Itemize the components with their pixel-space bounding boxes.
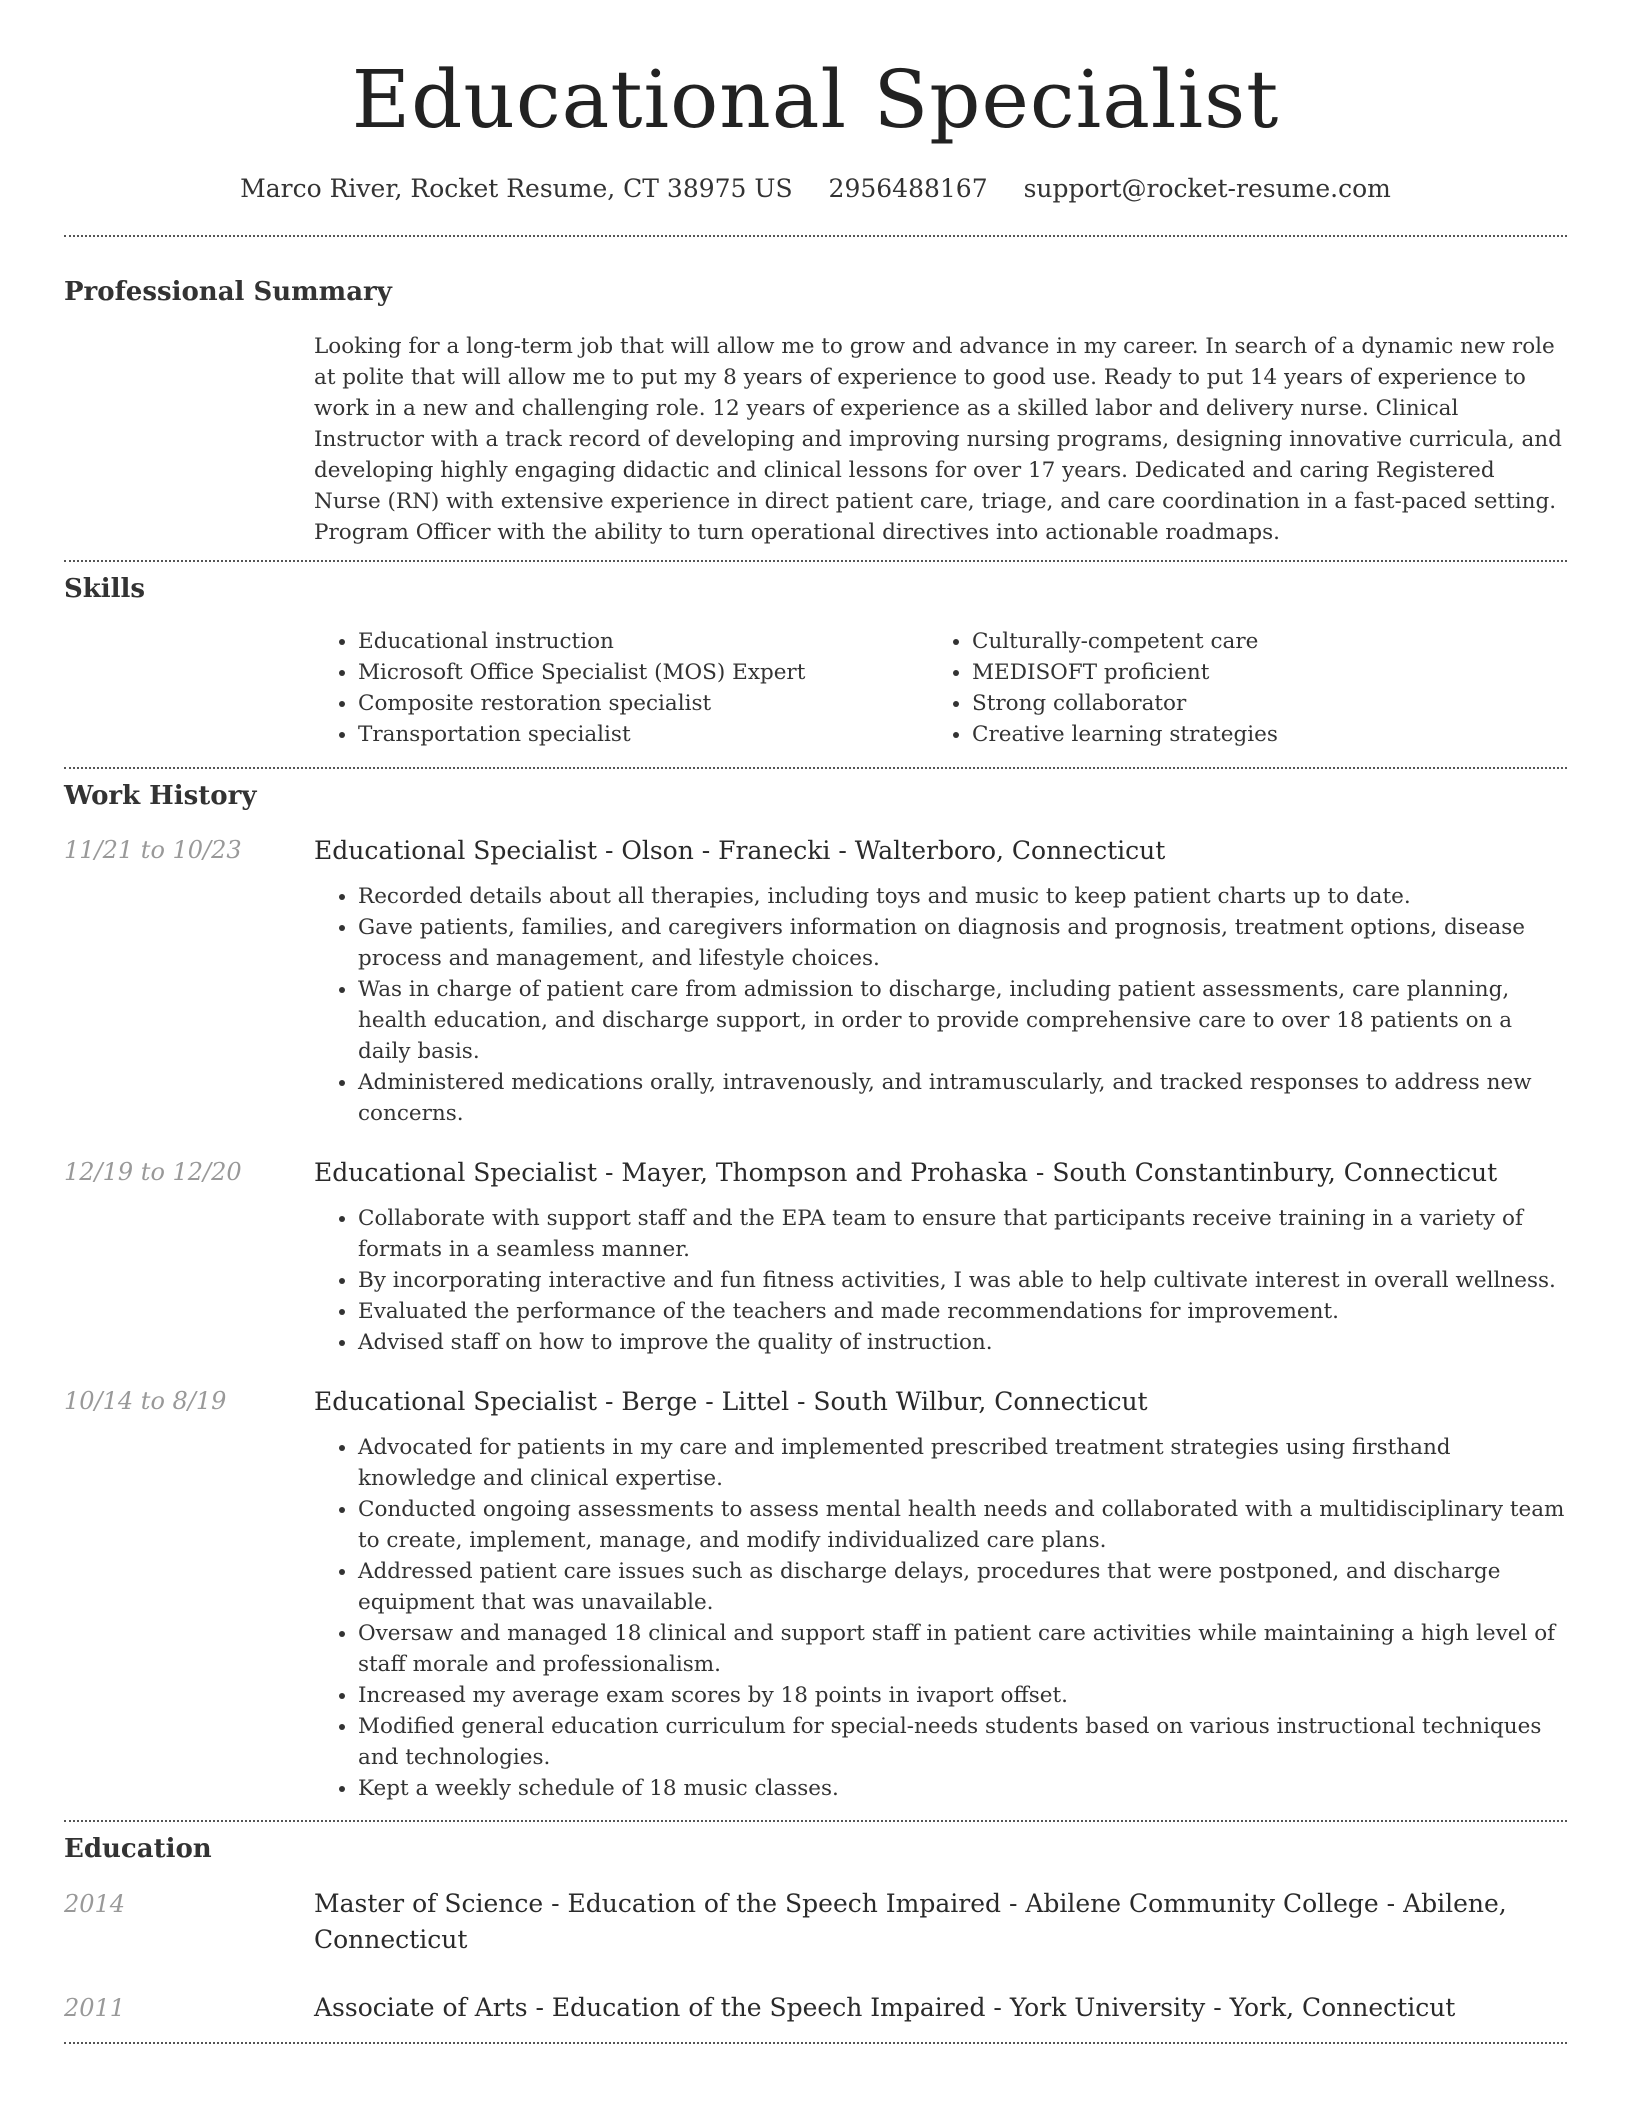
job-bullet: • By incorporating interactive and fun fitness activities, I was able to help cultivate interest in overall wellness. bbox=[358, 1265, 1567, 1296]
contact-line bbox=[64, 172, 1567, 206]
job-dates: 10/14 to 8/19 bbox=[64, 1387, 227, 1415]
job-header bbox=[64, 833, 1567, 869]
education-entry bbox=[64, 1886, 1567, 1958]
job-bullets bbox=[314, 1432, 1567, 1804]
resume-page bbox=[64, 0, 1567, 2044]
summary-text: Looking for a long-term job that will allow me to grow and advance in my career. In search of a dynamic new role at polite that will allow me to put my 8 years of experience to good use. Ready to put 14 years of experience to work in a new and challenging role. 12 years of experience as a skilled labor and delivery nurse. Clinical Instructor with a track record of developing and improving nursing programs, designing innovative curricula, and developing highly engaging didactic and clinical lessons for over 17 years. Dedicated and caring Registered Nurse (RN) with extensive experience in direct patient care, triage, and care coordination in a fast-paced setting. Program Officer with the ability to turn operational directives into actionable roadmaps. bbox=[314, 334, 1562, 545]
section-divider bbox=[64, 1820, 1567, 1822]
section-divider bbox=[64, 767, 1567, 769]
contact-phone: 2956488167 bbox=[828, 174, 988, 203]
job-bullet: • Recorded details about all therapies, including toys and music to keep patient charts up to date. bbox=[358, 881, 1567, 912]
job-title: Educational Specialist - Berge - Littel - South Wilbur, Connecticut bbox=[314, 1387, 1148, 1416]
job-entry bbox=[64, 833, 1567, 1129]
job-bullets bbox=[314, 1203, 1567, 1358]
job-bullet: • Advised staff on how to improve the quality of instruction. bbox=[358, 1327, 1567, 1358]
education-heading: Education bbox=[64, 1834, 212, 1864]
education-section bbox=[64, 1832, 1567, 2026]
job-title: Educational Specialist - Mayer, Thompson and Prohaska - South Constantinbury, Connecticut bbox=[314, 1158, 1498, 1187]
skill-item: • Educational instruction bbox=[358, 626, 928, 657]
summary-heading: Professional Summary bbox=[64, 277, 392, 307]
job-bullets bbox=[314, 881, 1567, 1129]
resume-name: Educational Specialist bbox=[351, 53, 1280, 146]
skill-item: • MEDISOFT proficient bbox=[972, 657, 1542, 688]
skill-item: • Microsoft Office Specialist (MOS) Expert bbox=[358, 657, 928, 688]
summary-section bbox=[64, 275, 1567, 548]
job-bullet: • Kept a weekly schedule of 18 music classes. bbox=[358, 1773, 1567, 1804]
work-history-heading: Work History bbox=[64, 781, 257, 811]
job-bullet: • Modified general education curriculum for special-needs students based on various instructional techniques and technologies. bbox=[358, 1711, 1567, 1773]
work-history-section bbox=[64, 779, 1567, 1804]
skill-item: • Creative learning strategies bbox=[972, 719, 1542, 750]
skills-columns bbox=[314, 626, 1567, 750]
contact-address: Marco River, Rocket Resume, CT 38975 US bbox=[240, 174, 793, 203]
skills-list-left bbox=[314, 626, 928, 750]
skill-item: • Culturally-competent care bbox=[972, 626, 1542, 657]
job-header bbox=[64, 1155, 1567, 1191]
job-title: Educational Specialist - Olson - Franecki - Walterboro, Connecticut bbox=[314, 836, 1166, 865]
job-entry bbox=[64, 1384, 1567, 1804]
skill-item: • Transportation specialist bbox=[358, 719, 928, 750]
job-header bbox=[64, 1384, 1567, 1420]
job-bullet: • Administered medications orally, intravenously, and intramuscularly, and tracked responses to address new concerns. bbox=[358, 1067, 1567, 1129]
job-bullet: • Evaluated the performance of the teachers and made recommendations for improvement. bbox=[358, 1296, 1567, 1327]
job-entry bbox=[64, 1155, 1567, 1358]
skill-item: • Composite restoration specialist bbox=[358, 688, 928, 719]
education-year: 2011 bbox=[64, 1994, 126, 2022]
job-bullet: • Oversaw and managed 18 clinical and support staff in patient care activities while maintaining a high level of staff morale and professionalism. bbox=[358, 1618, 1567, 1680]
education-year: 2014 bbox=[64, 1890, 126, 1918]
education-title: Master of Science - Education of the Speech Impaired - Abilene Community College - Abilene, Connecticut bbox=[314, 1889, 1507, 1954]
job-bullet: • Addressed patient care issues such as discharge delays, procedures that were postponed, and discharge equipment that was unavailable. bbox=[358, 1556, 1567, 1618]
section-divider bbox=[64, 2042, 1567, 2044]
skills-heading: Skills bbox=[64, 574, 146, 604]
job-bullet: • Collaborate with support staff and the EPA team to ensure that participants receive training in a variety of formats in a seamless manner. bbox=[358, 1203, 1567, 1265]
skills-list-right bbox=[928, 626, 1542, 750]
job-bullet: • Advocated for patients in my care and implemented prescribed treatment strategies using firsthand knowledge and clinical expertise. bbox=[358, 1432, 1567, 1494]
section-divider bbox=[64, 560, 1567, 562]
education-entry bbox=[64, 1990, 1567, 2026]
job-bullet: • Increased my average exam scores by 18 points in ivaport offset. bbox=[358, 1680, 1567, 1711]
job-bullet: • Gave patients, families, and caregivers information on diagnosis and prognosis, treatment options, disease process and management, and lifestyle choices. bbox=[358, 912, 1567, 974]
contact-email: support@rocket-resume.com bbox=[1023, 174, 1391, 203]
job-dates: 11/21 to 10/23 bbox=[64, 836, 242, 864]
job-dates: 12/19 to 12/20 bbox=[64, 1158, 242, 1186]
section-divider bbox=[64, 235, 1567, 237]
skill-item: • Strong collaborator bbox=[972, 688, 1542, 719]
skills-section bbox=[64, 572, 1567, 750]
job-bullet: • Was in charge of patient care from admission to discharge, including patient assessments, care planning, health education, and discharge support, in order to provide comprehensive care to over 18 patients on a daily basis. bbox=[358, 974, 1567, 1067]
education-title: Associate of Arts - Education of the Speech Impaired - York University - York, Connecticut bbox=[314, 1993, 1456, 2022]
job-bullet: • Conducted ongoing assessments to assess mental health needs and collaborated with a multidisciplinary team to create, implement, manage, and modify individualized care plans. bbox=[358, 1494, 1567, 1556]
